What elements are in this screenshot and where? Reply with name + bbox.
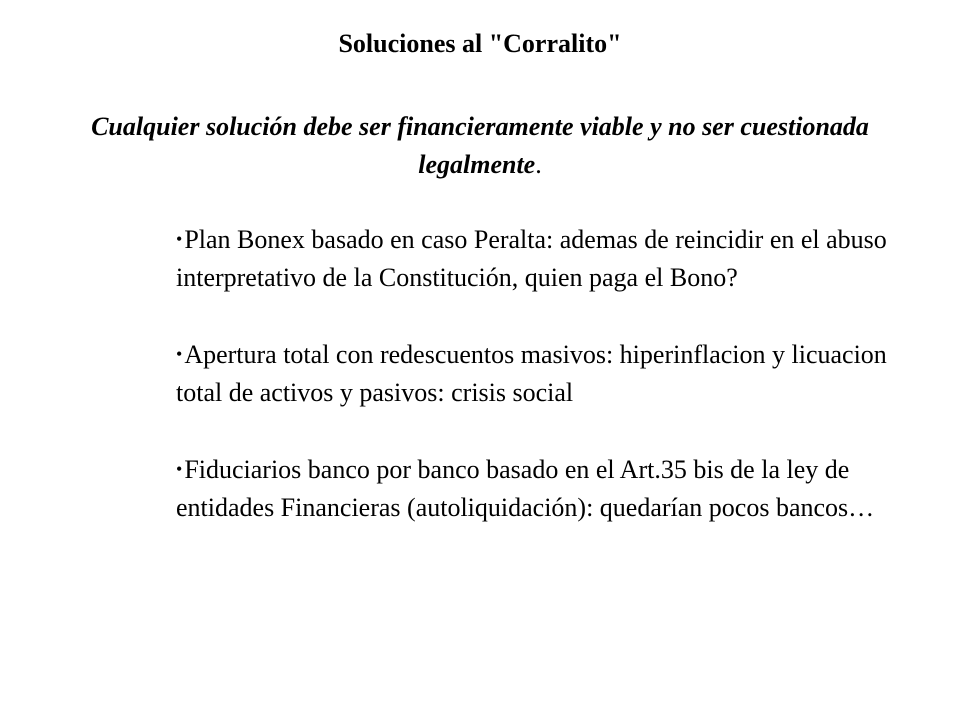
bullet-item [176,335,896,412]
bullet-list [176,220,896,565]
bullet-text: Fiduciarios banco por banco basado en el Art.35 bis de la ley de entidades Financieras (autoliquidación): quedarían pocos bancos… [176,455,875,522]
subtitle-emphasis: Cualquier solución debe ser financieramente viable y no ser cuestionada legalmente [91,112,869,179]
bullet-icon: • [176,344,183,364]
bullet-item [176,220,896,297]
slide-title: Soluciones al "Corralito" [338,29,622,58]
bullet-text: Apertura total con redescuentos masivos: hiperinflacion y licuacion total de activos y pasivos: crisis social [176,340,887,407]
slide-subtitle [60,108,900,184]
bullet-icon: • [176,459,183,479]
bullet-icon: • [176,229,183,249]
bullet-text: Plan Bonex basado en caso Peralta: ademas de reincidir en el abuso interpretativo de la Constitución, quien paga el Bono? [176,225,887,292]
bullet-item [176,450,896,527]
subtitle-period: . [535,150,542,179]
